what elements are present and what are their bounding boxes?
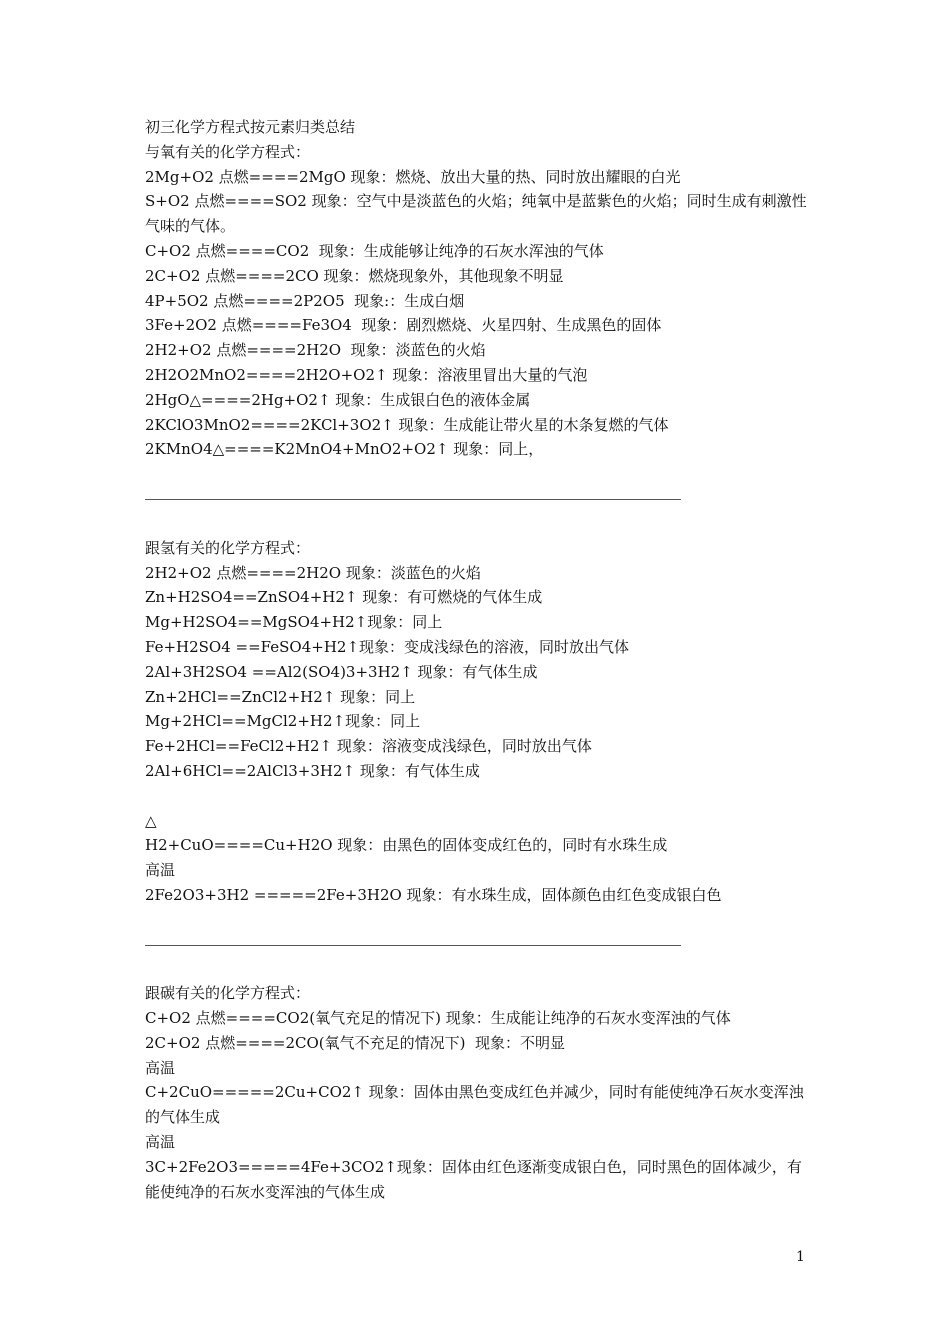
spacer (145, 908, 813, 933)
equation-line: C+O2 点燃====CO2 现象：生成能够让纯净的石灰水浑浊的气体 (145, 241, 604, 260)
section-heading-oxygen: 与氧有关的化学方程式： (145, 142, 311, 161)
equation-line: 2KClO3MnO2====2KCl+3O2↑ 现象：生成能让带火星的木条复燃的气体 (145, 415, 669, 434)
equation-line: C+O2 点燃====CO2(氧气充足的情况下) 现象：生成能让纯净的石灰水变浑浊的气体 (145, 1009, 731, 1028)
equation-line: 2C+O2 点燃====2CO 现象：燃烧现象外，其他现象不明显 (145, 266, 564, 285)
reaction-condition: 高温 (145, 1133, 176, 1152)
equation-line: 3C+2Fe2O3=====4Fe+3CO2↑现象：固体由红色逐渐变成银白色，同时黑色的固体减少，有能使纯净的石灰水变浑浊的气体生成 (145, 1157, 802, 1201)
document-title: 初三化学方程式按元素归类总结 (145, 118, 356, 136)
equation-line: 2Al+3H2SO4 ==Al2(SO4)3+3H2↑ 现象：有气体生成 (145, 662, 538, 681)
section-divider (145, 499, 681, 500)
section-heading-hydrogen: 跟氢有关的化学方程式： (145, 538, 311, 557)
equation-line: S+O2 点燃====SO2 现象：空气中是淡蓝色的火焰；纯氧中是蓝紫色的火焰；同时生成有刺激性气味的气体。 (145, 192, 807, 236)
equation-line: Fe+2HCl==FeCl2+H2↑ 现象：溶液变成浅绿色，同时放出气体 (145, 737, 592, 756)
equation-line: Zn+2HCl==ZnCl2+H2↑ 现象：同上 (145, 687, 416, 706)
equation-line: 2Fe2O3+3H2 =====2Fe+3H2O 现象：有水珠生成，固体颜色由红色变成银白色 (145, 885, 722, 904)
equation-line: Fe+H2SO4 ==FeSO4+H2↑现象：变成浅绿色的溶液，同时放出气体 (145, 637, 630, 656)
equation-line: 2Mg+O2 点燃====2MgO 现象：燃烧、放出大量的热、同时放出耀眼的白光 (145, 167, 681, 186)
spacer (145, 462, 813, 487)
equation-line: 2H2+O2 点燃====2H2O 现象：淡蓝色的火焰 (145, 563, 481, 582)
page-number: 1 (796, 1249, 805, 1265)
equation-line: Mg+2HCl==MgCl2+H2↑现象：同上 (145, 712, 421, 731)
reaction-condition: 高温 (145, 1058, 176, 1077)
equation-line: 2HgO△====2Hg+O2↑ 现象：生成银白色的液体金属 (145, 390, 531, 409)
equation-line: 2C+O2 点燃====2CO(氧气不充足的情况下) 现象：不明显 (145, 1033, 566, 1052)
equation-line: 4P+5O2 点燃====2P2O5 现象:：生成白烟 (145, 291, 465, 310)
equation-line: 2H2O2MnO2====2H2O+O2↑ 现象：溶液里冒出大量的气泡 (145, 365, 588, 384)
equation-line: 2Al+6HCl==2AlCl3+3H2↑ 现象：有气体生成 (145, 761, 480, 780)
equation-line: 2KMnO4△====K2MnO4+MnO2+O2↑ 现象：同上， (145, 440, 544, 459)
spacer (145, 957, 813, 982)
spacer (145, 784, 813, 809)
equation-line: Zn+H2SO4==ZnSO4+H2↑ 现象：有可燃烧的气体生成 (145, 588, 543, 607)
equation-line: 3Fe+2O2 点燃====Fe3O4 现象：剧烈燃烧、火星四射、生成黑色的固体 (145, 316, 662, 335)
equation-line: H2+CuO====Cu+H2O 现象：由黑色的固体变成红色的，同时有水珠生成 (145, 836, 668, 855)
equation-line: C+2CuO=====2Cu+CO2↑ 现象：固体由黑色变成红色并减少，同时有能使纯净石灰水变浑浊的气体生成 (145, 1083, 804, 1127)
spacer (145, 511, 813, 536)
section-divider (145, 945, 681, 946)
equation-line: 2H2+O2 点燃====2H2O 现象：淡蓝色的火焰 (145, 341, 486, 360)
reaction-condition: 高温 (145, 861, 176, 880)
section-heading-carbon: 跟碳有关的化学方程式： (145, 984, 311, 1003)
reaction-condition: △ (145, 811, 157, 830)
document-body (145, 115, 813, 1204)
equation-line: Mg+H2SO4==MgSO4+H2↑现象：同上 (145, 613, 443, 632)
